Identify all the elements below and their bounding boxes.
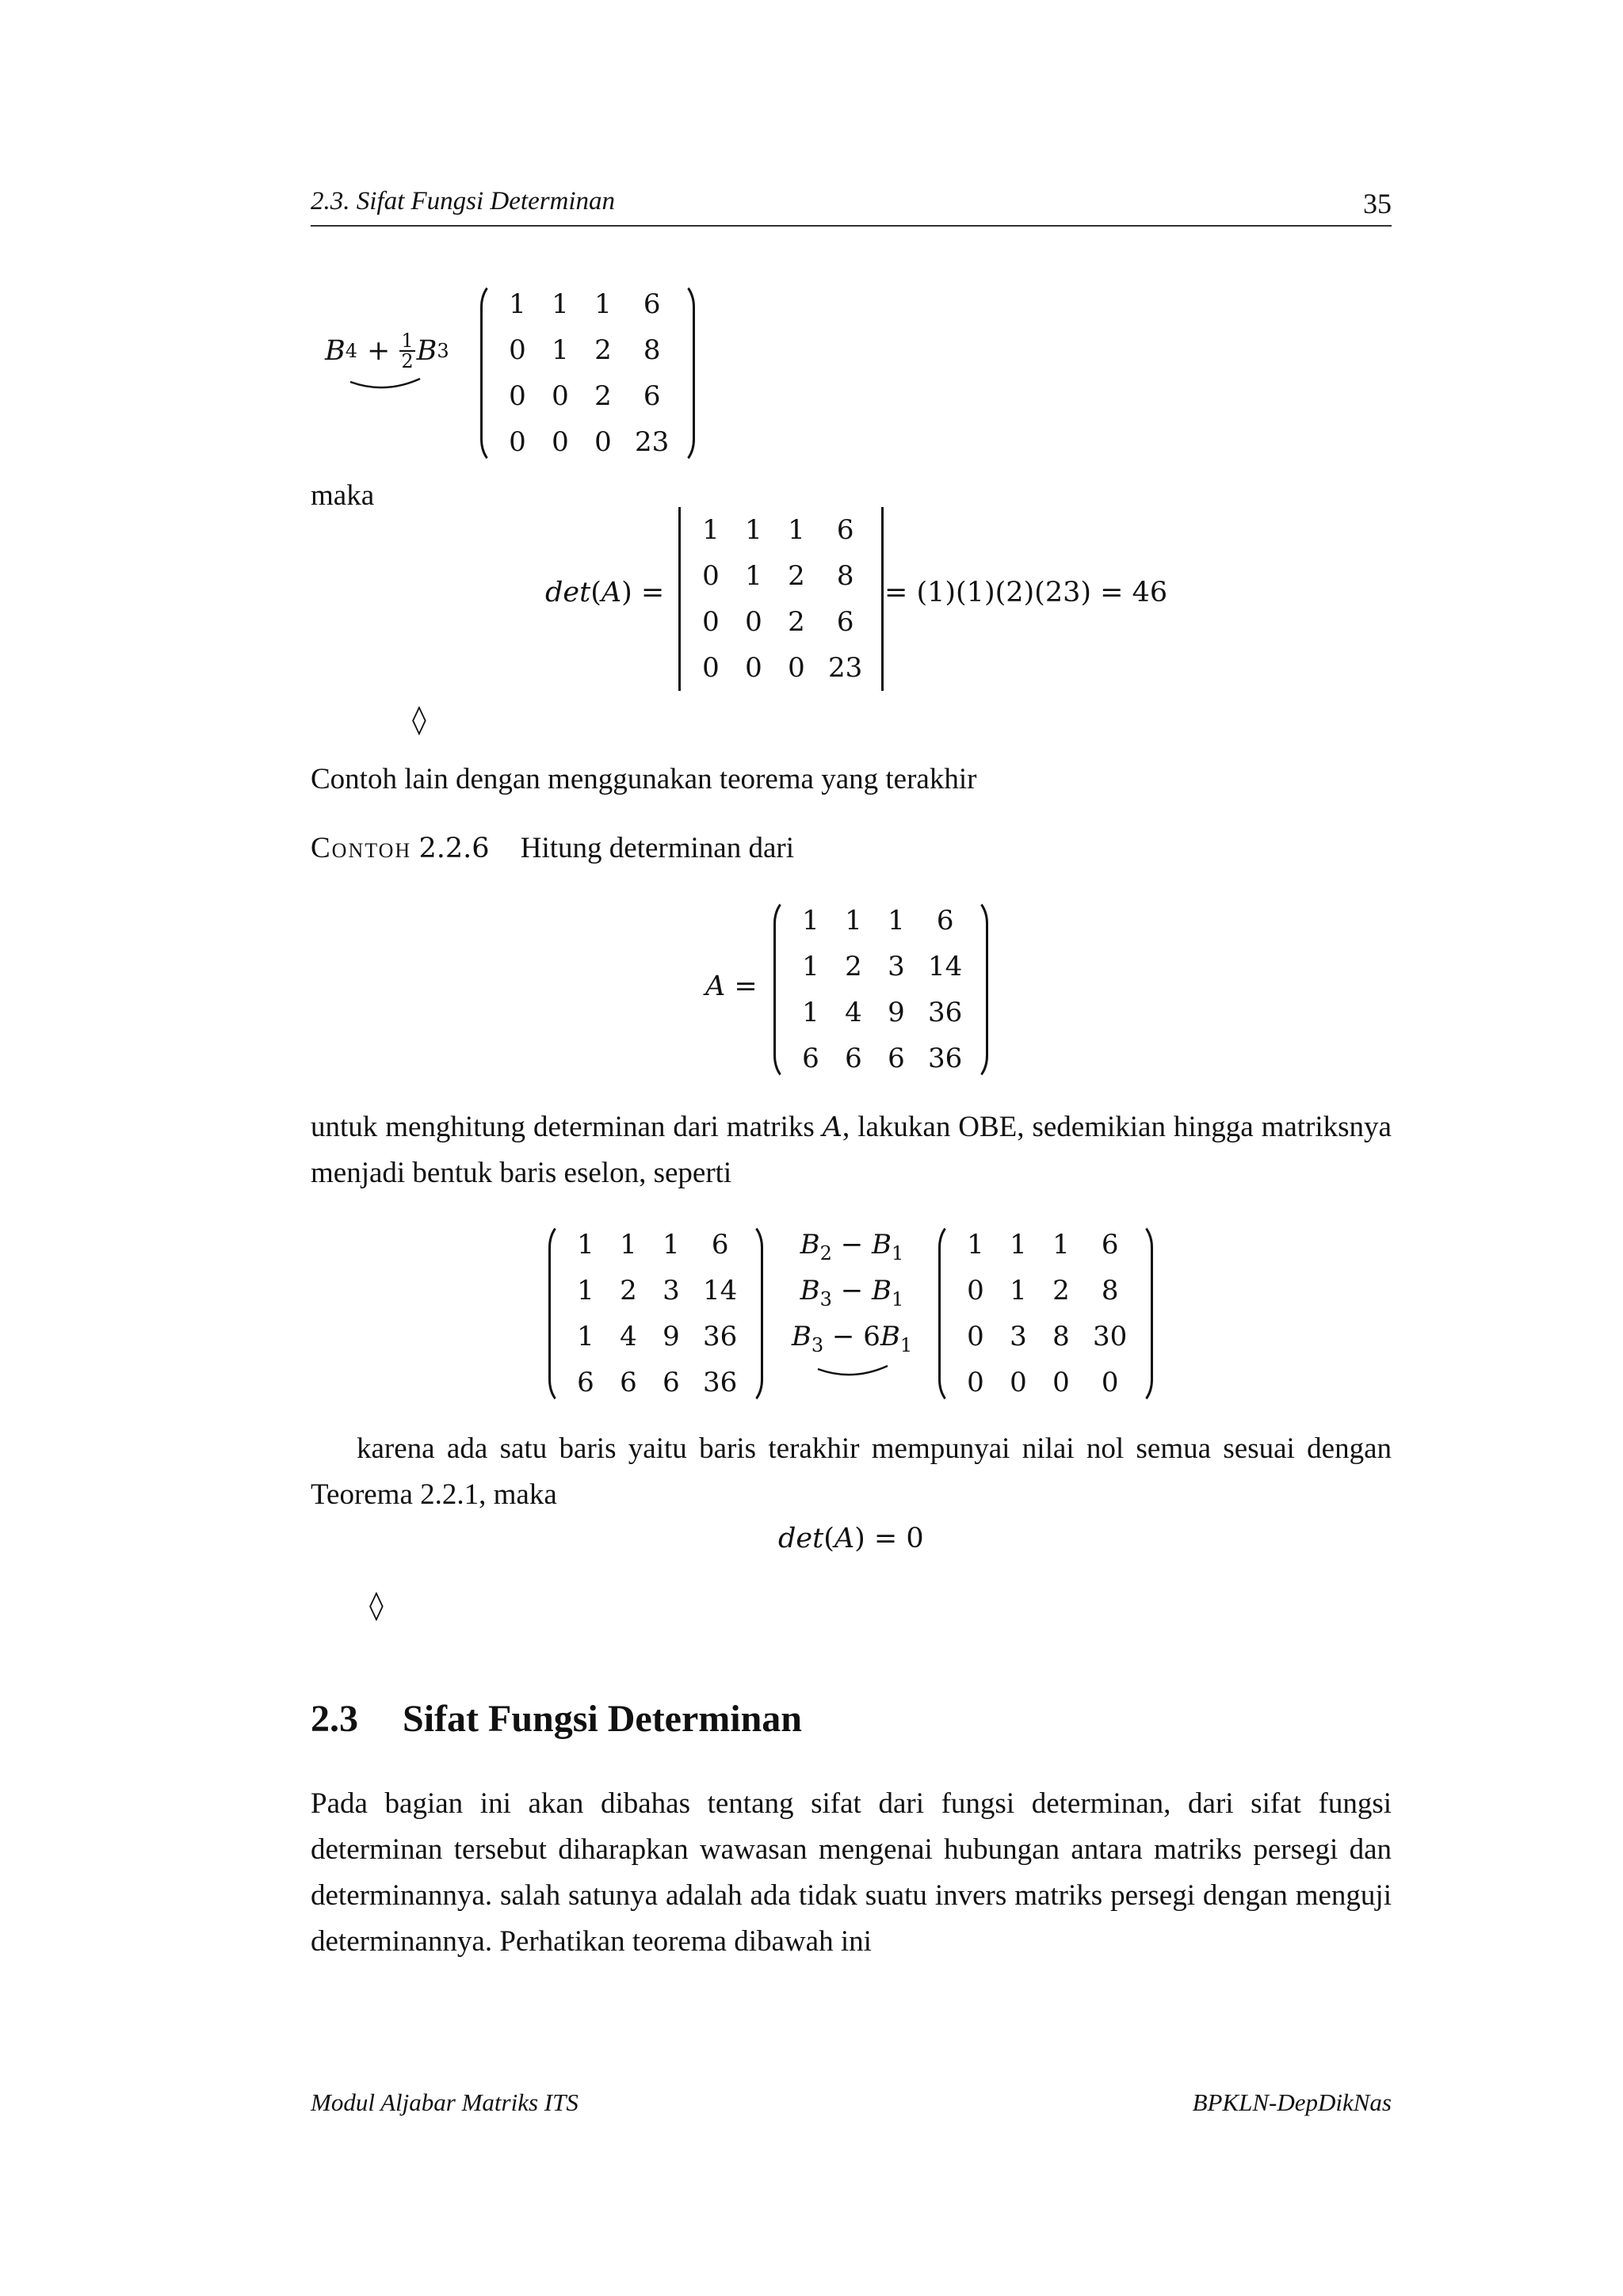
row-operation: $B_2 - B_1$ <box>800 1229 904 1264</box>
matrix-entry: 1 <box>888 905 905 936</box>
matrix-entry: 1 <box>967 1229 984 1261</box>
matrix-entry: 1 <box>802 951 819 982</box>
matrix-entry: 36 <box>928 997 963 1028</box>
matrix-row <box>954 1314 1137 1360</box>
matrix-entry: 6 <box>1101 1229 1119 1261</box>
para-text: untuk menghitung determinan dari matriks <box>311 1111 823 1143</box>
matrix-entry: 1 <box>1010 1229 1027 1261</box>
matrix-row <box>689 599 873 645</box>
matrix-row <box>689 645 873 691</box>
matrix-entry: 1 <box>509 288 526 320</box>
frac-den: 2 <box>401 350 414 372</box>
matrix-entry: 0 <box>1101 1367 1119 1398</box>
matrix-entry: 8 <box>643 334 661 366</box>
left-paren <box>477 281 496 465</box>
matrix-row <box>496 373 679 419</box>
matrix-row <box>789 1035 972 1081</box>
section-title: Sifat Fungsi Determinan <box>403 1698 802 1740</box>
section-heading <box>311 1697 802 1741</box>
op-sub: 4 <box>345 340 358 362</box>
matrix-row <box>954 1268 1137 1314</box>
matrix-row <box>496 327 679 373</box>
matrix-entry: 6 <box>711 1229 729 1261</box>
header-rule <box>311 225 1392 227</box>
matrix-entry: 0 <box>1010 1367 1027 1398</box>
matrix-row <box>564 1314 747 1360</box>
matrix-entry: 8 <box>1052 1321 1070 1352</box>
matrix-entry: 6 <box>836 606 854 638</box>
matrix-entry: 0 <box>745 652 762 684</box>
matrix-entry: 0 <box>702 560 720 592</box>
matrix-entry: 0 <box>702 606 720 638</box>
matrix-before-obe <box>545 1222 766 1405</box>
matrix-row <box>789 990 972 1035</box>
matrix-entry: 1 <box>577 1229 594 1261</box>
matrix-row <box>789 944 972 990</box>
matrix-row <box>496 281 679 327</box>
matrix-row <box>689 507 873 553</box>
intro-text: Contoh lain dengan menggunakan teorema yang terakhir <box>311 763 977 795</box>
matrix-entry: 0 <box>745 606 762 638</box>
matrix-entry: 6 <box>802 1043 819 1074</box>
example-label <box>311 826 794 871</box>
matrix-entry: 6 <box>643 288 661 320</box>
matrix-entry: 2 <box>620 1275 637 1306</box>
matrix-entry: 6 <box>663 1367 680 1398</box>
matrix-entry: 8 <box>836 560 854 592</box>
matrix-entry: 1 <box>552 334 569 366</box>
matrix-entry: 4 <box>620 1321 637 1352</box>
matrix-entry: 14 <box>703 1275 738 1306</box>
matrix-entry: 30 <box>1093 1321 1128 1352</box>
matrix-entry: 0 <box>552 380 569 412</box>
matrix-step1 <box>477 281 698 465</box>
left-paren <box>935 1222 954 1405</box>
determinant-matrix <box>670 507 892 691</box>
example-text: Hitung determinan dari <box>520 832 794 864</box>
matrix-entry: 1 <box>745 560 762 592</box>
example-number: 2.2.6 <box>418 833 490 864</box>
paragraph-section-intro: Pada bagian ini akan dibahas tentang sifat dari fungsi determinan, dari sifat fungsi determinan tersebut diharapkan wawasan mengenai hubungan antara matriks persegi dan determinannya. salah satunya adalah ada tidak suatu invers matriks persegi dengan menguji determinannya. Perhatikan teorema dibawah ini <box>311 1787 1392 1958</box>
matrix-entry: 0 <box>967 1367 984 1398</box>
matrix-entry: 0 <box>594 426 612 458</box>
matrix-row <box>689 553 873 599</box>
matrix-entry: 6 <box>620 1367 637 1398</box>
frac-num: 1 <box>401 330 414 352</box>
section-number: 2.3 <box>311 1698 358 1740</box>
matrix-entry: 14 <box>928 951 963 982</box>
matrix-entry: 1 <box>845 905 862 936</box>
op-var: B <box>416 335 437 367</box>
matrix-entry: 3 <box>1010 1321 1027 1352</box>
matrix-entry: 1 <box>620 1229 637 1261</box>
right-paren <box>1137 1222 1156 1405</box>
det-rhs: = (1)(1)(2)(23) = 46 <box>884 577 1168 608</box>
matrix-entry: 23 <box>635 426 670 458</box>
matrix-entry: 0 <box>788 652 805 684</box>
matrix-entry: 36 <box>703 1321 738 1352</box>
matrix-entry: 1 <box>663 1229 680 1261</box>
det-zero: det(A) = 0 <box>778 1523 924 1554</box>
matrix-entry: 1 <box>802 997 819 1028</box>
matrix-entry: 1 <box>788 514 805 546</box>
matrix-entry: 1 <box>1010 1275 1027 1306</box>
matrix-entry: 3 <box>888 951 905 982</box>
matrix-row <box>954 1222 1137 1268</box>
matrix-entry: 0 <box>509 426 526 458</box>
matrix-entry: 0 <box>552 426 569 458</box>
matrix-entry: 6 <box>888 1043 905 1074</box>
matrix-entry: 1 <box>702 514 720 546</box>
matrix-row <box>564 1360 747 1405</box>
matrix-entry: 6 <box>936 905 954 936</box>
right-paren <box>972 898 991 1081</box>
var-A: A <box>822 1112 842 1143</box>
tilde-equivalence-icon <box>816 1361 889 1380</box>
paragraph-theorem: karena ada satu baris yaitu baris terakhir mempunyai nilai nol semua sesuai dengan Teorema 2.2.1, maka <box>311 1432 1392 1511</box>
matrix-entry: 36 <box>928 1043 963 1074</box>
diamond-end-marker: ◊ <box>369 1589 384 1622</box>
matrix-entry: 0 <box>509 334 526 366</box>
matrix-A <box>770 898 991 1081</box>
matrix-entry: 1 <box>802 905 819 936</box>
det-lhs: det(A) = <box>545 577 665 608</box>
tilde-equivalence-icon <box>349 374 422 393</box>
matrix-entry: 0 <box>702 652 720 684</box>
text-maka: maka <box>311 479 375 512</box>
matrix-entry: 1 <box>594 288 612 320</box>
left-paren <box>770 898 789 1081</box>
matrix-entry: 6 <box>577 1367 594 1398</box>
matrix-entry: 2 <box>788 606 805 638</box>
matrix-entry: 0 <box>509 380 526 412</box>
matrix-row <box>789 898 972 944</box>
matrix-entry: 4 <box>845 997 862 1028</box>
row-operations <box>785 1222 919 1360</box>
page-number: 35 <box>1363 188 1392 219</box>
para-text: , lakukan OBE, sedemikian hingga matriksnya menjadi bentuk baris eselon, seperti <box>311 1111 1392 1189</box>
matrix-entry: 8 <box>1101 1275 1119 1306</box>
footer-left: Modul Aljabar Matriks ITS <box>311 2088 579 2116</box>
matrix-row <box>954 1360 1137 1405</box>
matrix-after-obe <box>935 1222 1156 1405</box>
matrix-A-lhs: A = <box>705 971 758 1002</box>
matrix-entry: 2 <box>1052 1275 1070 1306</box>
matrix-entry: 0 <box>1052 1367 1070 1398</box>
row-op-label <box>325 331 449 371</box>
matrix-entry: 36 <box>703 1367 738 1398</box>
matrix-entry: 1 <box>552 288 569 320</box>
op-sub: 3 <box>437 340 449 362</box>
matrix-entry: 2 <box>845 951 862 982</box>
matrix-entry: 0 <box>967 1321 984 1352</box>
op-plus: + <box>367 335 391 367</box>
row-operation: $B_3 - B_1$ <box>800 1275 904 1310</box>
matrix-entry: 6 <box>836 514 854 546</box>
example-caps: Contoh <box>311 832 412 864</box>
diamond-end-marker: ◊ <box>412 704 426 736</box>
op-var: B <box>325 335 346 367</box>
left-bar <box>670 507 689 691</box>
matrix-entry: 2 <box>788 560 805 592</box>
matrix-entry: 23 <box>828 652 863 684</box>
left-paren <box>545 1222 564 1405</box>
matrix-entry: 6 <box>643 380 661 412</box>
matrix-entry: 6 <box>845 1043 862 1074</box>
matrix-entry: 0 <box>967 1275 984 1306</box>
matrix-entry: 9 <box>663 1321 680 1352</box>
paragraph-obe <box>311 1104 1392 1196</box>
matrix-row <box>496 419 679 465</box>
matrix-entry: 3 <box>663 1275 680 1306</box>
matrix-entry: 1 <box>1052 1229 1070 1261</box>
matrix-row <box>564 1268 747 1314</box>
row-operation: $B_3 - 6B_1$ <box>791 1321 913 1356</box>
op-fraction <box>399 331 414 371</box>
right-paren <box>747 1222 766 1405</box>
matrix-entry: 9 <box>888 997 905 1028</box>
running-header-section: 2.3. Sifat Fungsi Determinan <box>311 187 616 215</box>
matrix-entry: 1 <box>577 1321 594 1352</box>
matrix-entry: 2 <box>594 380 612 412</box>
matrix-entry: 1 <box>577 1275 594 1306</box>
matrix-entry: 1 <box>745 514 762 546</box>
footer-right: BPKLN-DepDikNas <box>1192 2088 1392 2116</box>
matrix-entry: 2 <box>594 334 612 366</box>
matrix-row <box>564 1222 747 1268</box>
right-paren <box>679 281 698 465</box>
